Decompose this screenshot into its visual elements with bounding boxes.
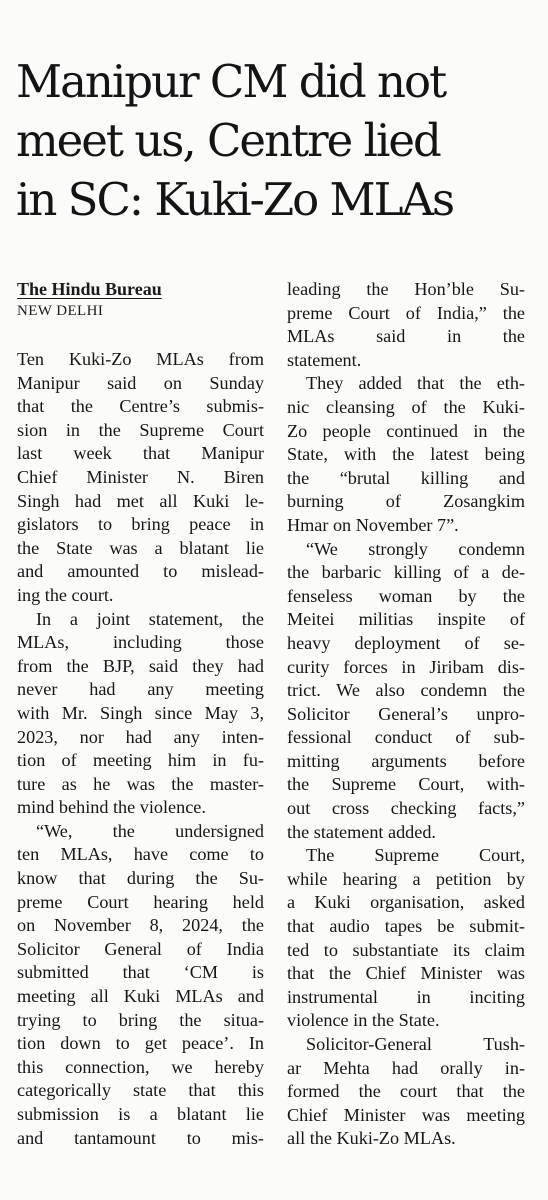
article-line: formed the court that the bbox=[287, 1081, 525, 1102]
dateline: NEW DELHI bbox=[17, 303, 104, 319]
article-line: and amounted to mislead- bbox=[17, 561, 264, 582]
article-line: that audio tapes be submit- bbox=[287, 916, 525, 937]
article-line: Solicitor-General Tush- bbox=[306, 1034, 525, 1054]
article-line: fenseless woman by the bbox=[287, 585, 525, 606]
article-line: burning of Zosangkim bbox=[287, 491, 525, 512]
article-line: instrumental in inciting bbox=[287, 986, 525, 1007]
article-line: Singh had met all Kuki le- bbox=[17, 490, 264, 511]
article-line: ture as he was the master- bbox=[17, 773, 264, 794]
article-line: curity forces in Jiribam dis- bbox=[287, 656, 525, 677]
headline-line: Manipur CM did not bbox=[16, 55, 446, 108]
article-line: that the Chief Minister was bbox=[287, 963, 525, 984]
article-line: statement. bbox=[287, 349, 362, 370]
article-line: this connection, we hereby bbox=[17, 1056, 264, 1077]
article-line: nic cleansing of the Kuki- bbox=[287, 396, 525, 417]
article-line: out cross checking facts,” bbox=[287, 798, 525, 819]
article-line: Manipur said on Sunday bbox=[17, 372, 264, 393]
article-line: tion of meeting him in fu- bbox=[17, 750, 264, 771]
article-line: sion in the Supreme Court bbox=[17, 419, 264, 440]
article-line: on November 8, 2024, the bbox=[17, 915, 264, 936]
article-line: trict. We also condemn the bbox=[287, 680, 525, 701]
article-line: Solicitor General of India bbox=[17, 938, 264, 959]
headline-line: meet us, Centre lied bbox=[16, 114, 440, 167]
article-line: preme Court hearing held bbox=[17, 891, 264, 912]
article-line: the barbaric killing of a de- bbox=[287, 562, 525, 583]
article-line: Chief Minister N. Biren bbox=[17, 466, 264, 487]
article-line: ted to substantiate its claim bbox=[287, 939, 525, 960]
article-column-right bbox=[287, 278, 525, 1151]
article-line: mind behind the violence. bbox=[17, 797, 206, 818]
article-line: MLAs, including those bbox=[17, 632, 264, 653]
article-line: In a joint statement, the bbox=[36, 608, 264, 629]
article-line: the “brutal killing and bbox=[287, 467, 525, 488]
article-line: categorically state that this bbox=[17, 1080, 264, 1101]
article-line: MLAs said in the bbox=[287, 326, 525, 347]
article-line: ar Mehta had orally in- bbox=[287, 1057, 525, 1078]
article-line: Chief Minister was meeting bbox=[287, 1104, 525, 1125]
article-line: tion down to get peace’. In bbox=[17, 1033, 264, 1054]
article-line: while hearing a petition by bbox=[287, 868, 525, 889]
headline-line: in SC: Kuki-Zo MLAs bbox=[16, 173, 454, 226]
headline bbox=[16, 52, 536, 229]
article-line: the State was a blatant lie bbox=[17, 537, 264, 558]
article-line: leading the Hon’ble Su- bbox=[287, 279, 525, 299]
article-line: “We, the undersigned bbox=[36, 820, 264, 841]
article-line: all the Kuki-Zo MLAs. bbox=[287, 1128, 456, 1149]
article-line: Meitei militias inspite of bbox=[287, 609, 525, 630]
article-line: the statement added. bbox=[287, 821, 436, 842]
article-line: heavy deployment of se- bbox=[287, 632, 525, 653]
article-line: submitted that ‘CM is bbox=[17, 962, 264, 983]
article-line: preme Court of India,” the bbox=[287, 302, 525, 323]
article-line: Hmar on November 7”. bbox=[287, 514, 459, 535]
article-line: Ten Kuki-Zo MLAs from bbox=[17, 349, 264, 369]
article-line: submission is a blatant lie bbox=[17, 1104, 264, 1124]
article-line: ing the court. bbox=[17, 584, 114, 605]
article-line: trying to bring the situa- bbox=[17, 1009, 264, 1030]
article-line: that the Centre’s submis- bbox=[17, 396, 264, 417]
byline: The Hindu Bureau bbox=[17, 279, 162, 299]
article-line: a Kuki organisation, asked bbox=[287, 892, 525, 913]
article-line: the Supreme Court, with- bbox=[287, 774, 525, 795]
article-line: The Supreme Court, bbox=[306, 845, 525, 866]
article-line: know that during the Su- bbox=[17, 868, 264, 889]
article-line: and tantamount to mis- bbox=[17, 1127, 264, 1148]
article-line: gislators to bring peace in bbox=[17, 514, 264, 535]
article-line: Zo people continued in the bbox=[287, 420, 525, 441]
article-line: from the BJP, said they had bbox=[17, 655, 264, 676]
article-line: ten MLAs, have come to bbox=[17, 844, 264, 865]
article-line: “We strongly condemn bbox=[306, 538, 525, 559]
article-line: with Mr. Singh since May 3, bbox=[17, 702, 264, 723]
article-line: fessional conduct of sub- bbox=[287, 727, 525, 748]
article-line: State, with the latest being bbox=[287, 444, 525, 465]
article-line: never had any meeting bbox=[17, 679, 264, 700]
article-line: 2023, nor had any inten- bbox=[17, 726, 264, 747]
article-line: violence in the State. bbox=[287, 1010, 440, 1031]
article-column-left bbox=[17, 348, 264, 1150]
article-line: They added that the eth- bbox=[306, 373, 525, 394]
article-line: mitting arguments before bbox=[287, 750, 525, 771]
article-line: meeting all Kuki MLAs and bbox=[17, 986, 264, 1007]
article-line: Solicitor General’s unpro- bbox=[287, 703, 525, 724]
article-line: last week that Manipur bbox=[17, 443, 264, 464]
